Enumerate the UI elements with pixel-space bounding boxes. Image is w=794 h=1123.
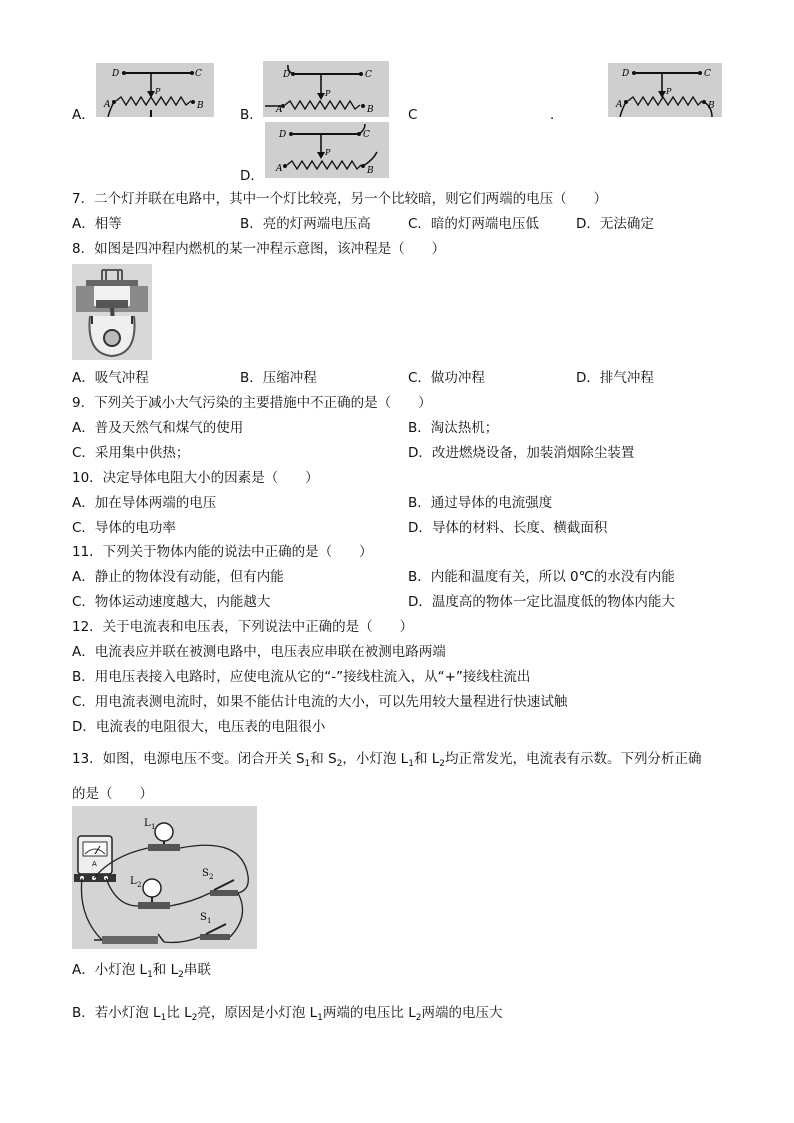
q6-option-c-label: C [408, 107, 418, 123]
q6-option-c-dot: ． [550, 107, 564, 123]
svg-text:C: C [365, 70, 372, 80]
svg-text:P: P [325, 89, 331, 98]
svg-text:A: A [276, 164, 283, 174]
svg-text:C: C [363, 130, 370, 140]
q12-option-c[interactable]: C．用电流表测电流时，如果不能估计电流的大小，可以先用较大量程进行快速试触 [72, 694, 568, 710]
svg-text:B: B [367, 166, 374, 176]
svg-text:C: C [704, 69, 711, 79]
q13-option-b[interactable]: B．若小灯泡 $L_1$比 $L_2$亮，原因是小灯泡 $L_1$两端的电压比 $L_2$两端的电压大 [72, 1005, 503, 1023]
q7-option-b[interactable]: B．亮的灯两端电压高 [240, 216, 371, 232]
q8-option-d[interactable]: D．排气冲程 [576, 370, 654, 386]
svg-text:A: A [92, 860, 97, 868]
q6-option-a-label: A． [72, 107, 95, 123]
q13-option-a[interactable]: A．小灯泡 $L_1$和 $L_2$串联 [72, 962, 211, 980]
q7-option-a[interactable]: A．相等 [72, 216, 122, 232]
q10-option-b[interactable]: B．通过导体的电流强度 [408, 495, 553, 511]
svg-text:D: D [279, 130, 287, 140]
rheostat-b-diagram [263, 61, 389, 117]
svg-text:L: L [130, 876, 137, 887]
q6-figure-c [608, 63, 722, 117]
battery-icon [102, 936, 158, 944]
svg-text:1: 1 [207, 917, 212, 925]
q11-option-d[interactable]: D．温度高的物体一定比温度低的物体内能大 [408, 594, 675, 610]
bulb-icon [143, 879, 161, 897]
q9-option-d[interactable]: D．改进燃烧设备，加装消烟除尘装置 [408, 445, 635, 461]
svg-text:A: A [616, 100, 623, 110]
svg-text:B: B [367, 105, 374, 115]
q7-option-c[interactable]: C．暗的灯两端电压低 [408, 216, 539, 232]
q13-stem: 13．如图，电源电压不变。闭合开关 $S_1$和 $S_2$，小灯泡 $L_1$和 $L_2$均正常发光，电流表有示数。下列分析正确 [72, 751, 702, 769]
q11-stem: 11．下列关于物体内能的说法中正确的是（ ） [72, 544, 373, 560]
letter-p: P [155, 87, 161, 96]
q11-option-c[interactable]: C．物体运动速度越大，内能越大 [72, 594, 271, 610]
q6-option-b-label: B． [240, 107, 263, 123]
svg-text:1: 1 [151, 823, 156, 831]
q10-option-d[interactable]: D．导体的材料、长度、横截面积 [408, 520, 608, 536]
engine-cylinder-diagram [72, 264, 152, 360]
svg-text:D: D [283, 70, 291, 80]
q9-option-a[interactable]: A．普及天然气和煤气的使用 [72, 420, 244, 436]
switch-s2-base [210, 890, 238, 896]
q11-option-a[interactable]: A．静止的物体没有动能，但有内能 [72, 569, 284, 585]
q10-stem: 10．决定导体电阻大小的因素是（ ） [72, 470, 319, 486]
q8-engine-figure [72, 264, 152, 360]
q8-option-c[interactable]: C．做功冲程 [408, 370, 485, 386]
q12-option-a[interactable]: A．电流表应并联在被测电路中，电压表应串联在被测电路两端 [72, 644, 446, 660]
q7-stem: 7．二个灯并联在电路中，其中一个灯比较亮，另一个比较暗，则它们两端的电压（ ） [72, 191, 608, 207]
svg-text:A: A [276, 105, 283, 115]
q12-option-d[interactable]: D．电流表的电阻很大，电压表的电阻很小 [72, 719, 326, 735]
svg-text:S: S [202, 868, 209, 879]
svg-text:D: D [622, 69, 630, 79]
bulb-icon [155, 823, 173, 841]
q13-circuit-figure [72, 806, 257, 949]
circuit-diagram [72, 806, 257, 949]
q9-option-b[interactable]: B．淘汰热机； [408, 420, 499, 436]
q6-option-d-label: D． [240, 168, 264, 184]
q10-option-c[interactable]: C．导体的电功率 [72, 520, 176, 536]
letter-c: C [195, 69, 202, 79]
q8-option-b[interactable]: B．压缩冲程 [240, 370, 317, 386]
q9-option-c[interactable]: C．采用集中供热； [72, 445, 190, 461]
svg-text:2: 2 [137, 881, 142, 889]
svg-text:B: B [708, 101, 715, 111]
q7-option-d[interactable]: D．无法确定 [576, 216, 654, 232]
q6-figure-a [96, 63, 214, 117]
q6-figure-d [265, 122, 389, 178]
q10-option-a[interactable]: A．加在导体两端的电压 [72, 495, 217, 511]
svg-text:P: P [666, 87, 672, 96]
q13-stem-line2: 的是（ ） [72, 786, 153, 802]
rheostat-c-diagram [608, 63, 722, 117]
lamp-l1-base [148, 844, 180, 851]
svg-text:S: S [200, 912, 207, 923]
rheostat-a-diagram [96, 63, 214, 117]
svg-text:P: P [325, 148, 331, 157]
q12-option-b[interactable]: B．用电压表接入电路时，应使电流从它的“-”接线柱流入，从“+”接线柱流出 [72, 669, 531, 685]
q6-figure-b [263, 61, 389, 117]
letter-a: A [104, 100, 111, 110]
rheostat-d-diagram [265, 122, 389, 178]
lamp-l2-base [138, 902, 170, 909]
q8-option-a[interactable]: A．吸气冲程 [72, 370, 149, 386]
letter-b: B [197, 101, 204, 111]
q12-stem: 12．关于电流表和电压表，下列说法中正确的是（ ） [72, 619, 414, 635]
letter-d: D [112, 69, 120, 79]
q9-stem: 9．下列关于减小大气污染的主要措施中不正确的是（ ） [72, 395, 432, 411]
switch-s1-base [200, 934, 230, 940]
svg-text:2: 2 [209, 873, 214, 881]
svg-text:L: L [144, 818, 151, 829]
q8-stem: 8．如图是四冲程内燃机的某一冲程示意图，该冲程是（ ） [72, 241, 446, 257]
q11-option-b[interactable]: B．内能和温度有关，所以 0℃的水没有内能 [408, 569, 675, 585]
